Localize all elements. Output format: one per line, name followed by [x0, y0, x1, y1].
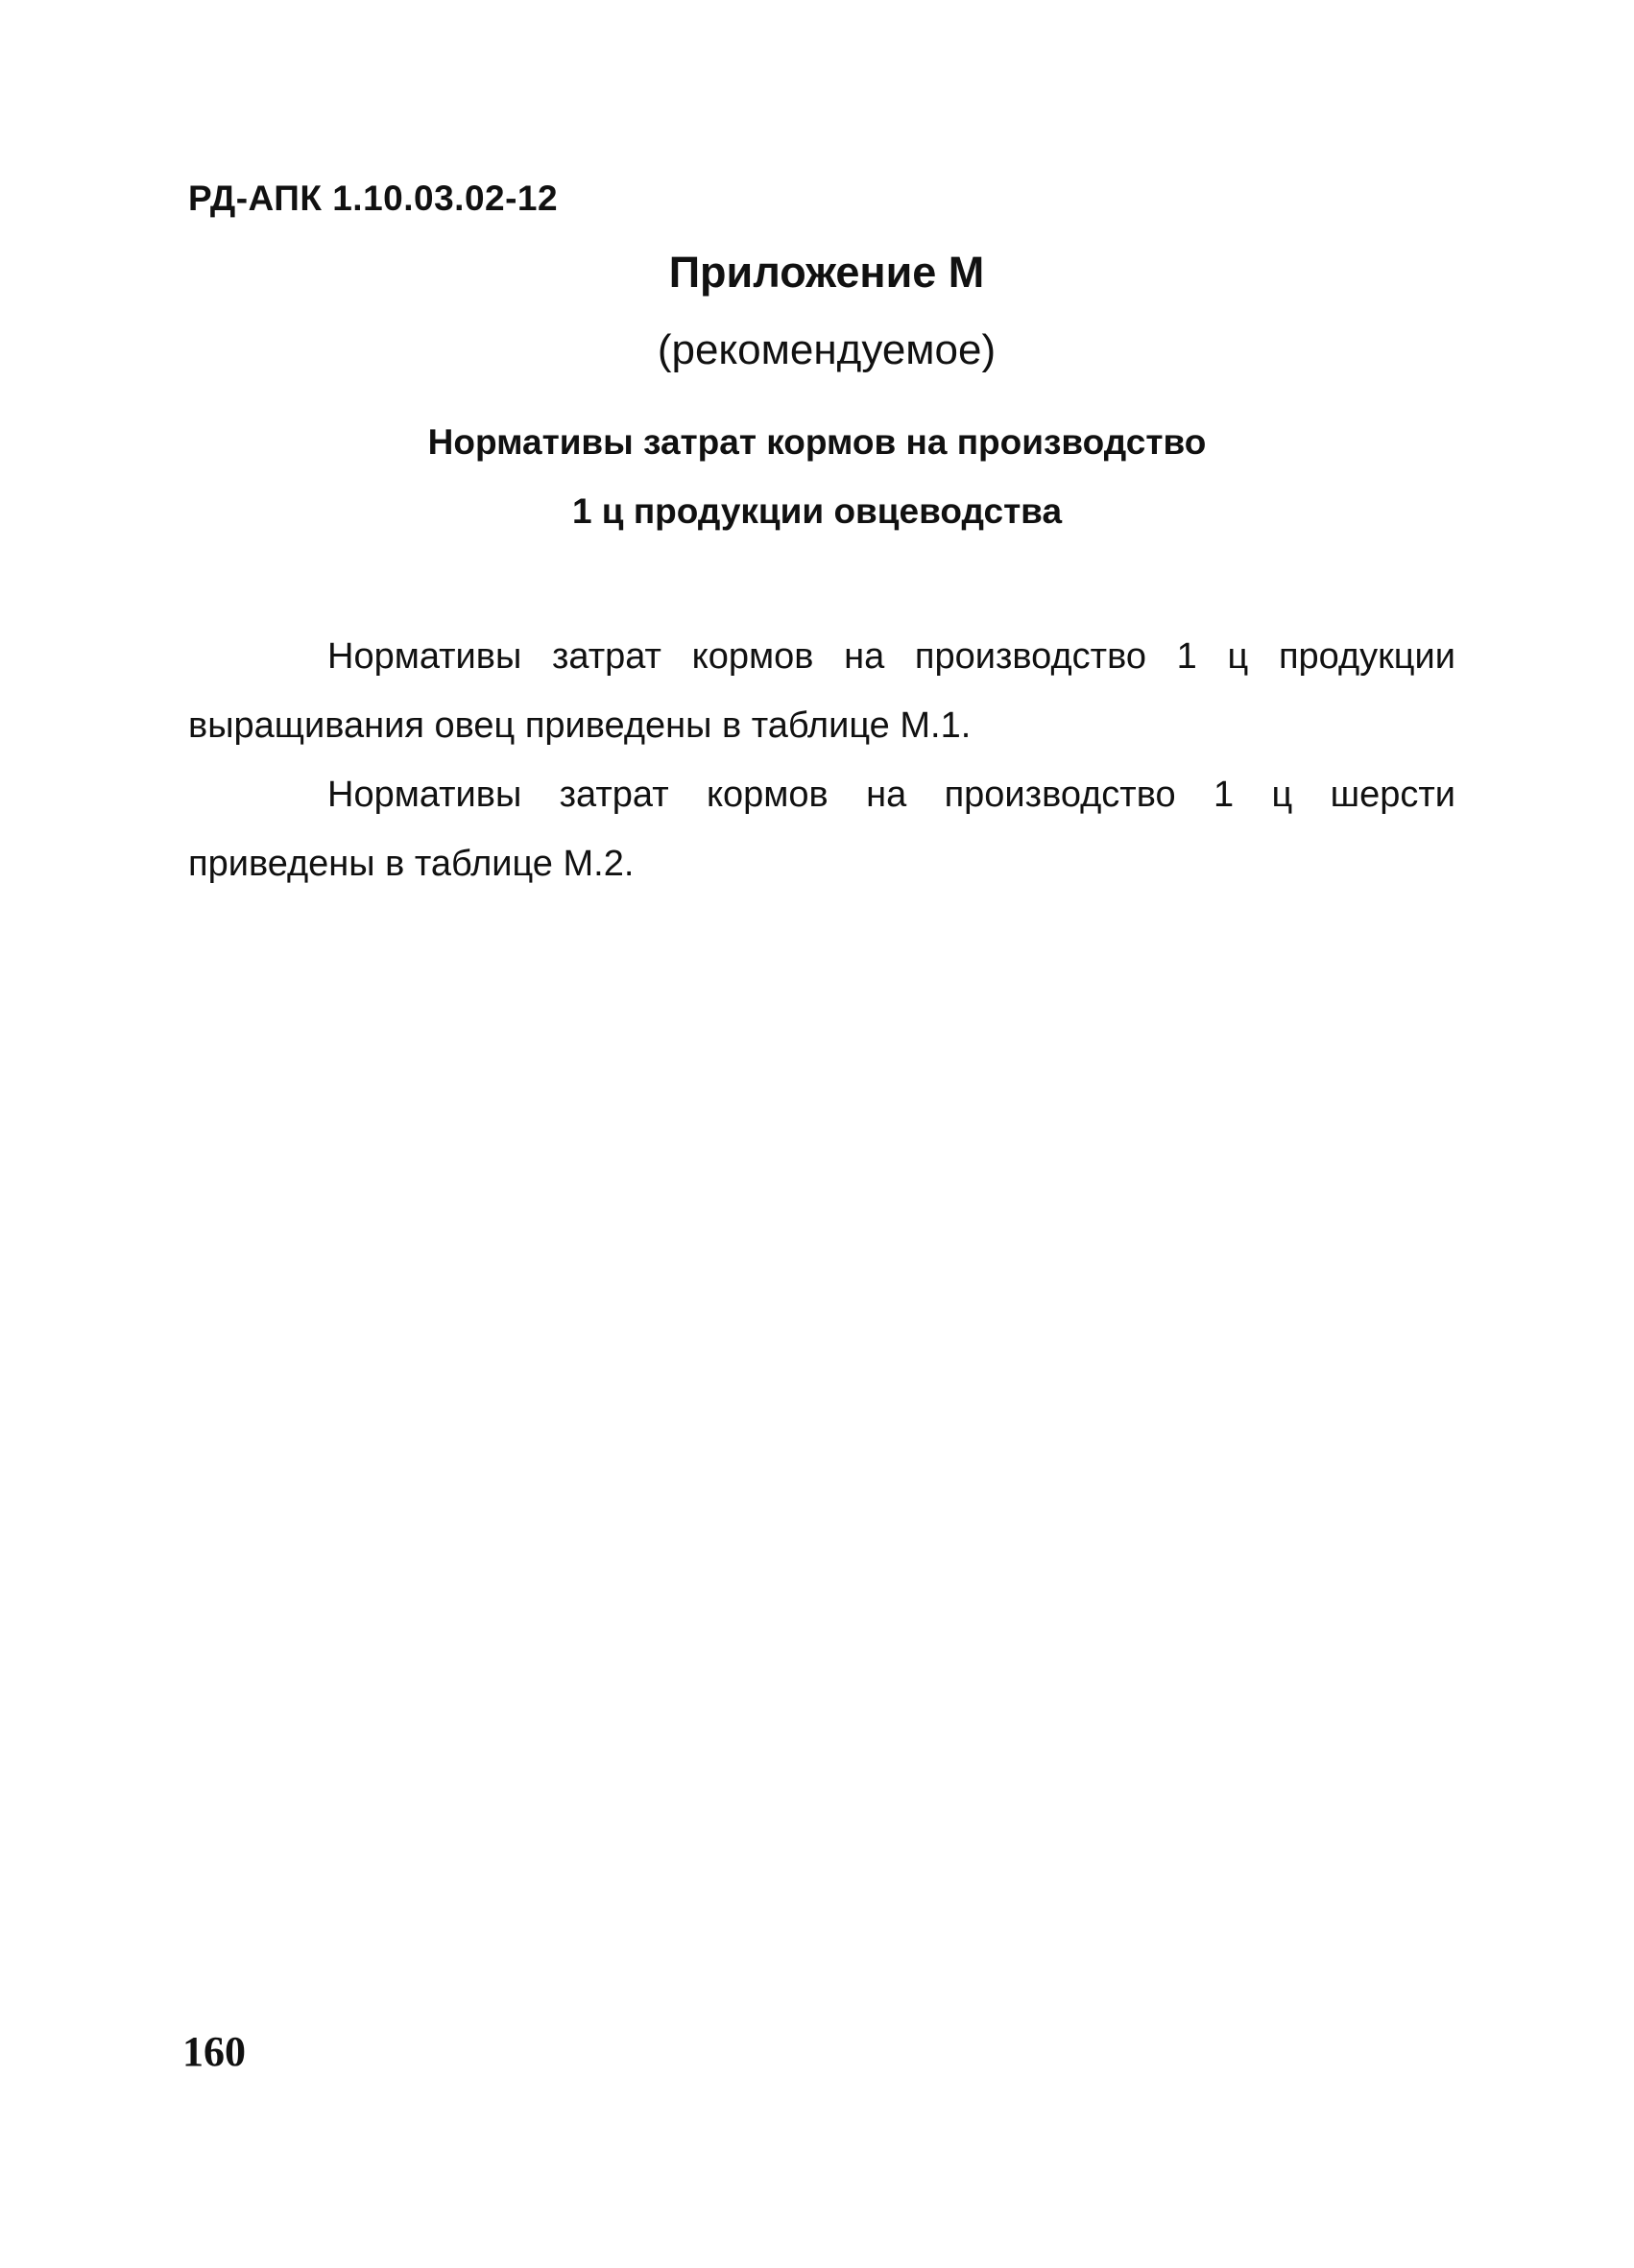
section-heading-line-2: 1 ц продукции овцеводства — [571, 491, 1063, 531]
paragraph-table-m1: Нормативы затрат кормов на производство 1 ц продукции выращивания овец приведены в таблице М.1. — [188, 636, 1455, 746]
page-number: 160 — [182, 2028, 246, 2075]
body-text — [188, 622, 1455, 898]
appendix-status: (рекомендуемое) — [657, 326, 997, 373]
document-code: РД-АПК 1.10.03.02-12 — [188, 179, 559, 218]
appendix-title: Приложение М — [668, 248, 985, 297]
section-heading-line-1: Нормативы затрат кормов на производство — [427, 422, 1207, 462]
paragraph-table-m2: Нормативы затрат кормов на производство 1 ц шерсти приведены в таблице М.2. — [188, 775, 1455, 884]
